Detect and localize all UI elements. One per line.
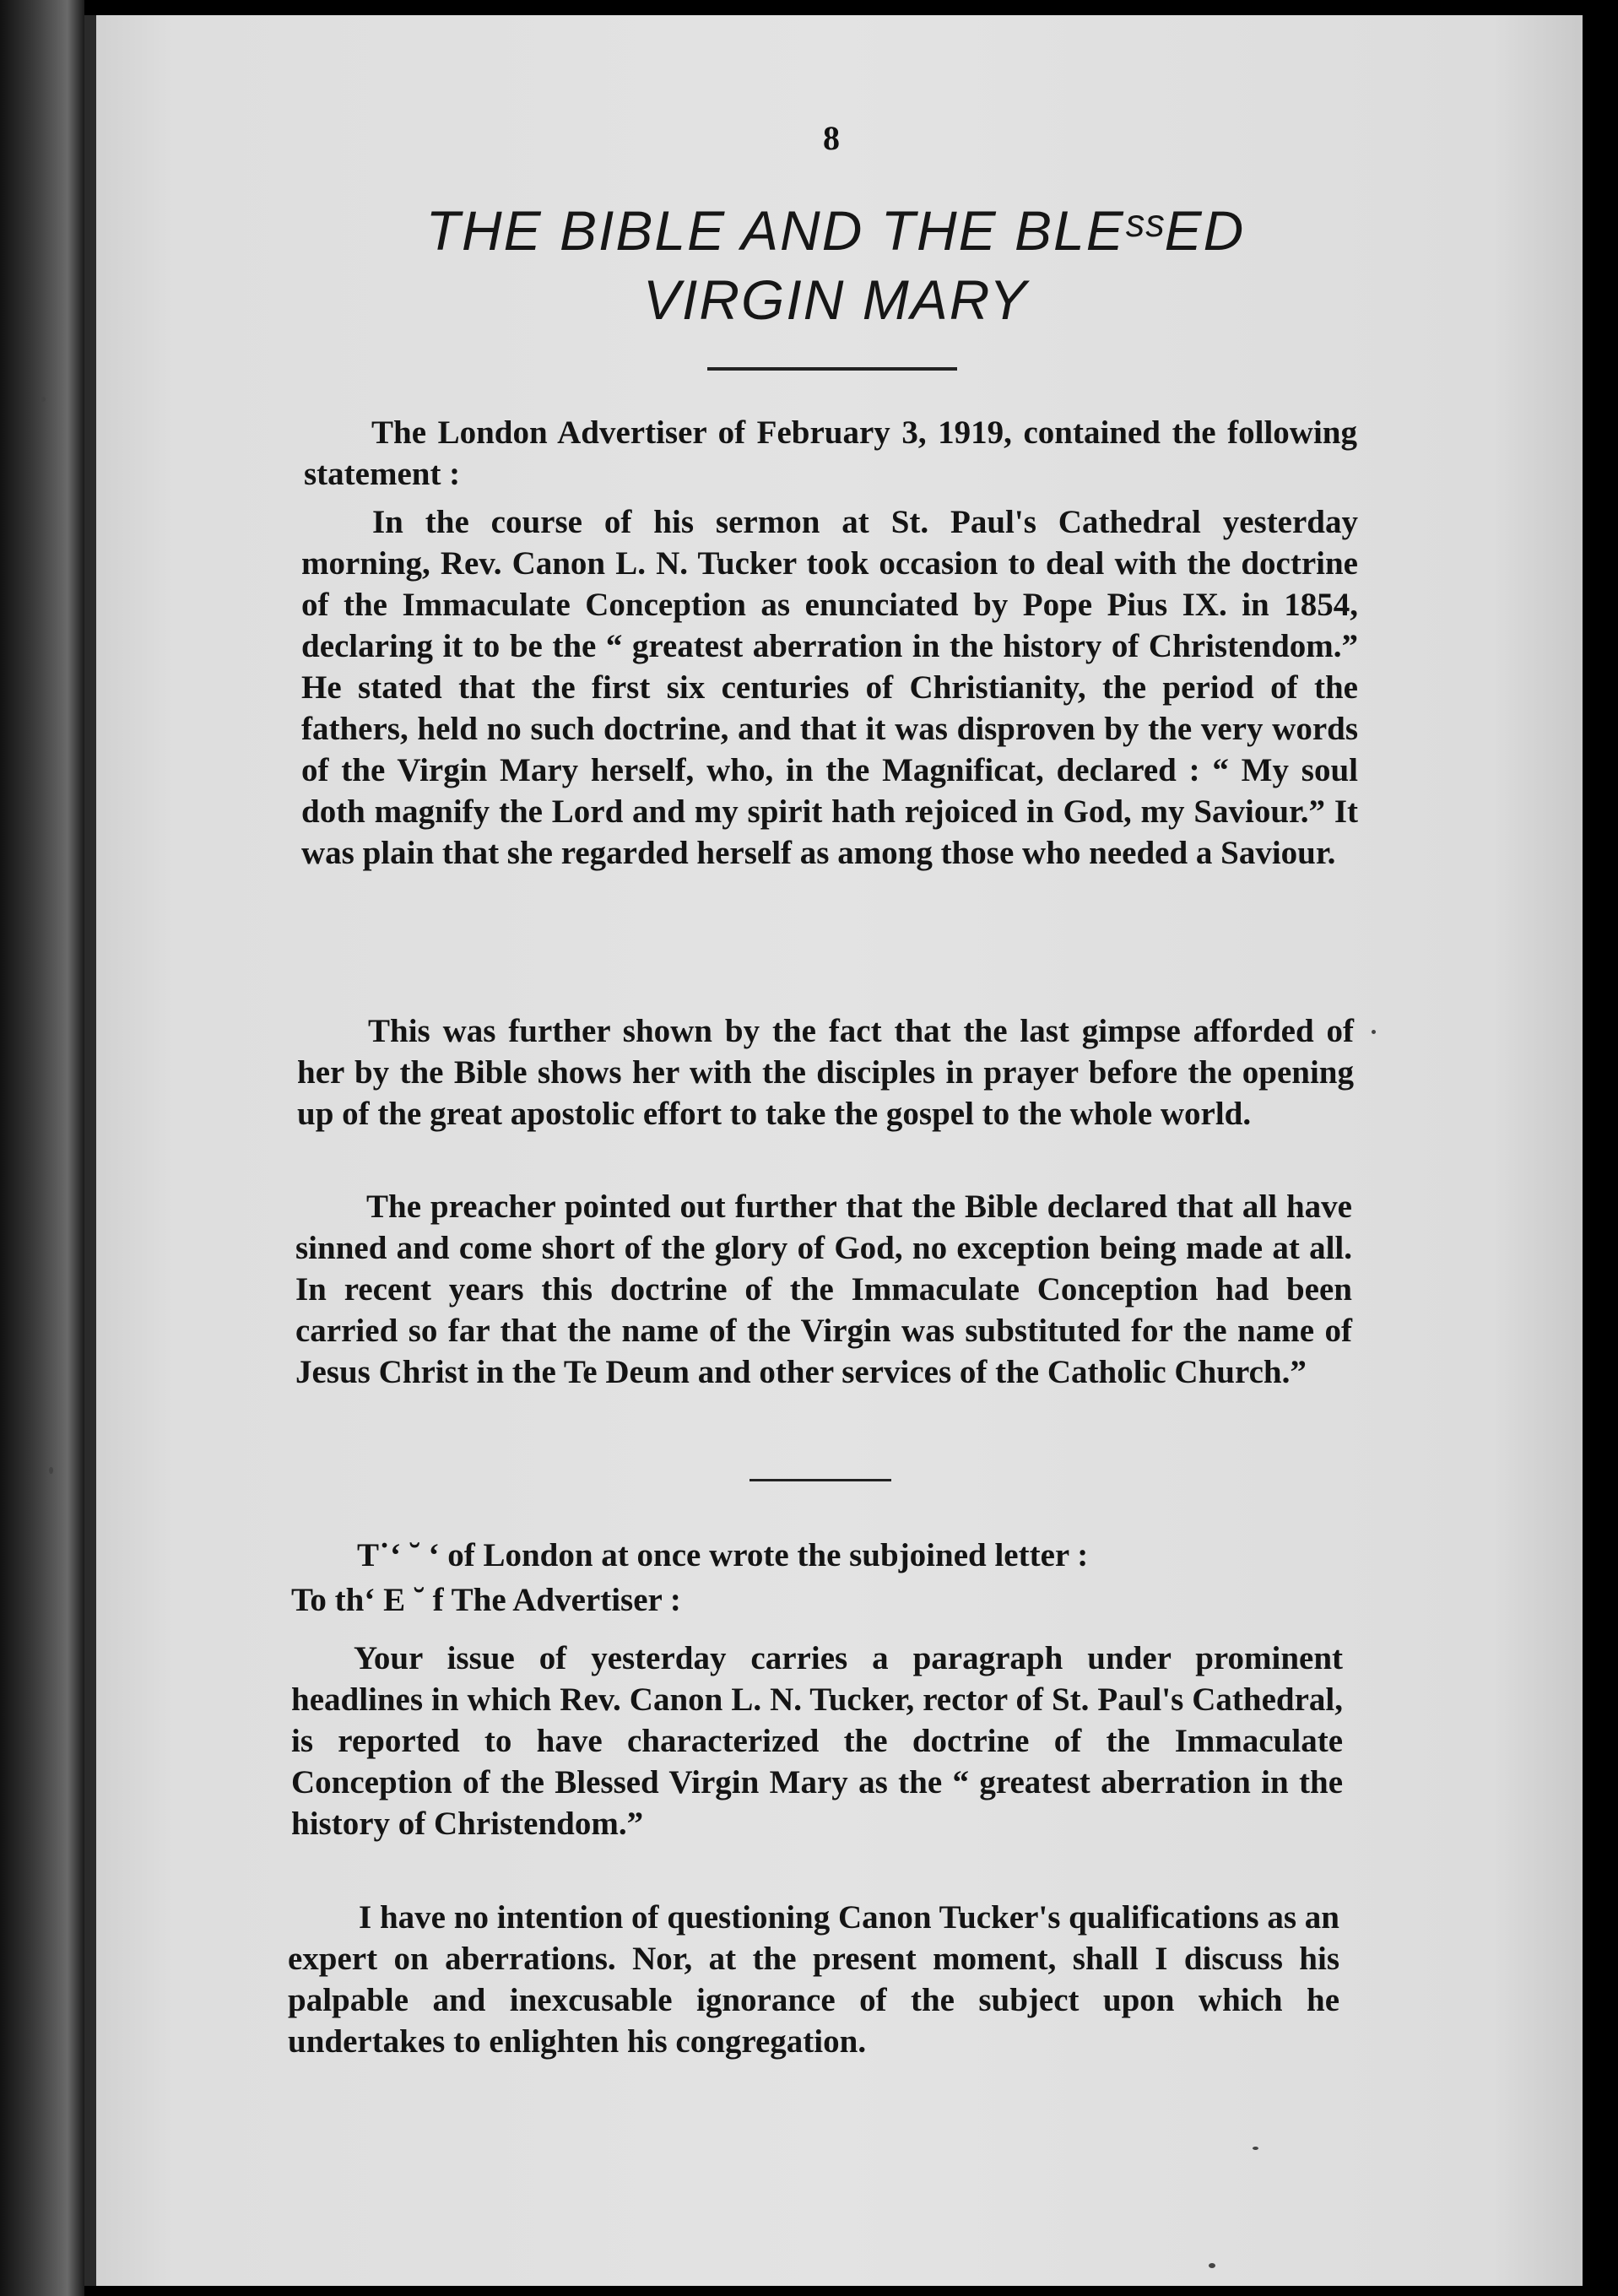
title-line-1: THE BIBLE AND THE BLEˢˢED	[425, 199, 1246, 262]
bishop-paragraph: T˙‘ ˘ ʻ of London at once wrote the subjoined letter :	[357, 1537, 1089, 1573]
scan-speck	[1372, 1030, 1376, 1034]
page-gutter	[84, 15, 96, 2286]
scan-speck	[41, 397, 46, 402]
letter-paragraph-2: I have no intention of questioning Canon Tucker's qualifications as an expert on aberrations. Nor, at the present moment, shall I discuss his palpable and inexcusable ignorance of the subject upon which he undertakes to enlighten his congregation.	[288, 1899, 1339, 2060]
letter-paragraph-1: Your issue of yesterday carries a paragraph under prominent headlines in which Rev. Canon L. N. Tucker, rector of St. Paul's Cathedral, is reported to have characterized the doctrine of the Immaculate Conception of the Blessed Virgin Mary as the “ greatest aberration in the history of Christendom.”	[291, 1640, 1343, 1842]
title-divider	[707, 367, 957, 371]
book-binding-edge	[0, 0, 84, 2296]
title-line-2: VIRGIN MARY	[643, 268, 1028, 331]
page-title	[253, 196, 1418, 334]
section-divider	[749, 1479, 891, 1481]
sermon-paragraph: In the course of his sermon at St. Paul's Cathedral yesterday morning, Rev. Canon L. N. Tucker took occasion to deal with the doctrine of the Immaculate Conception as enunciated by Pope Pius IX. in 1854, declaring it to be the “ greatest aberration in the history of Christendom.” He stated that the first six centuries of Christianity, the period of the fathers, held no such doctrine, and that it was disproven by the very words of the Virgin Mary herself, who, in the Magnificat, declared : “ My soul doth magnify the Lord and my spirit hath rejoiced in God, my Saviour.” It was plain that she regarded herself as among those who needed a Saviour.	[301, 504, 1358, 871]
intro-paragraph: The London Advertiser of February 3, 1919, contained the following statement :	[304, 414, 1357, 492]
scan-speck	[1209, 2263, 1215, 2268]
scan-speck	[49, 1467, 53, 1474]
further-paragraph: This was further shown by the fact that the last gimpse afforded of her by the Bible shows her with the disciples in prayer before the opening up of the great apostolic effort to take the gospel to the whole world.	[297, 1013, 1354, 1132]
scan-speck	[1253, 2147, 1258, 2150]
letter-salutation: To thʻ E ˘ f The Advertiser :	[291, 1582, 681, 1618]
preacher-paragraph: The preacher pointed out further that the Bible declared that all have sinned and come short of the glory of God, no exception being made at all. In recent years this doctrine of the Immaculate Conception had been carried so far that the name of the Virgin was substituted for the name of Jesus Christ in the Te Deum and other services of the Catholic Church.”	[295, 1189, 1352, 1390]
page-number: 8	[823, 119, 840, 157]
